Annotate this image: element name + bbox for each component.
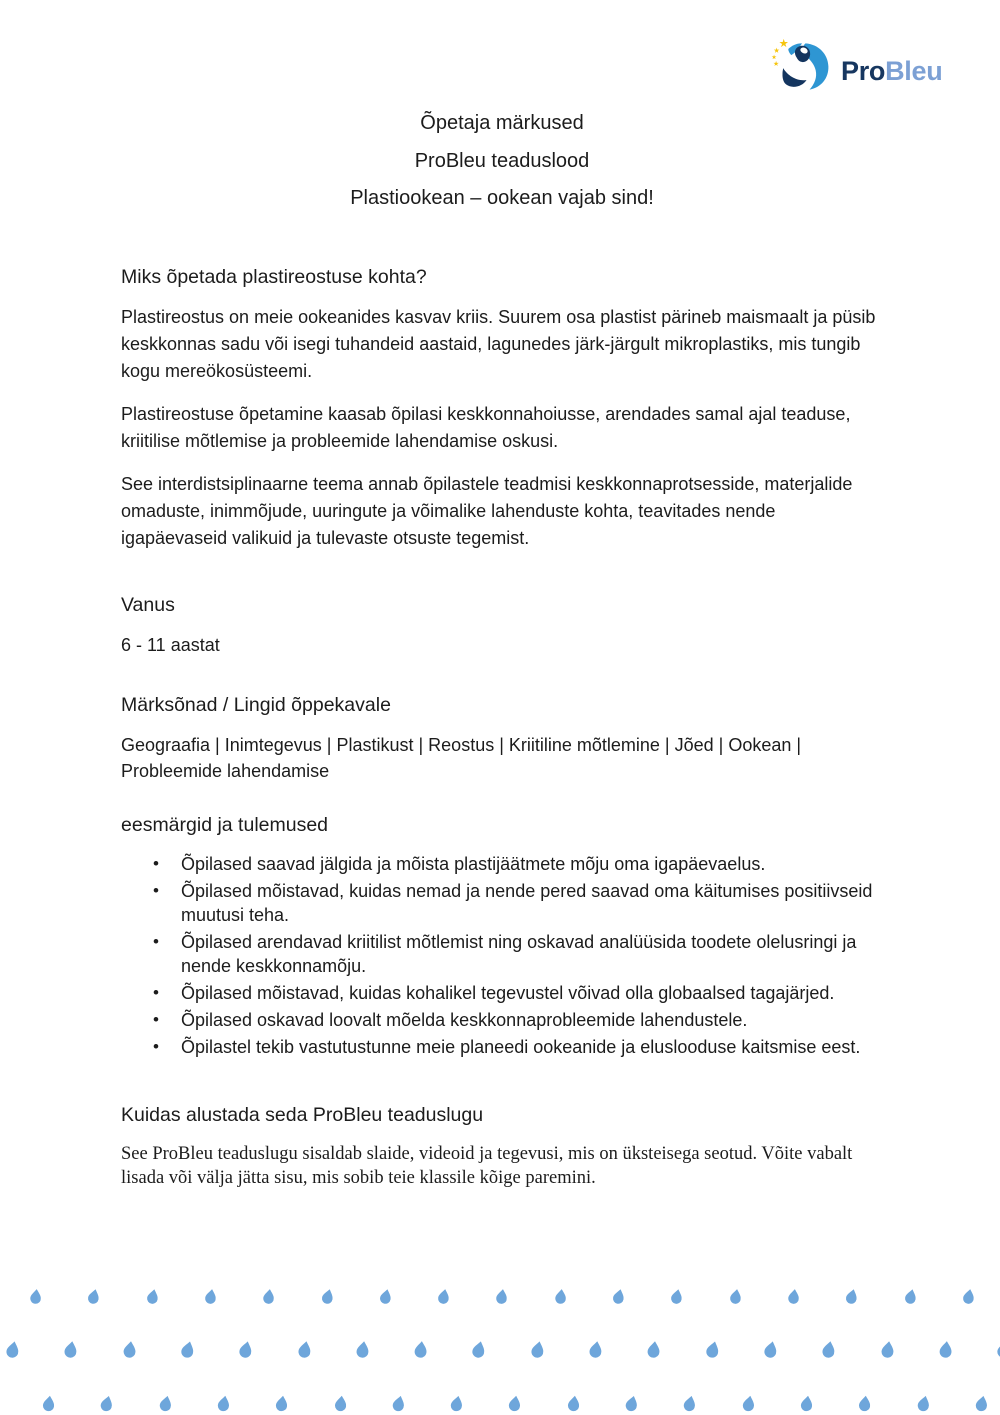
water-droplet-icon (670, 1288, 683, 1305)
age-value: 6 - 11 aastat (121, 635, 220, 655)
water-droplet-icon (729, 1288, 742, 1304)
why-paragraph-3: See interdistsiplinaarne teema annab õpilastele teadmisi keskkonnaprotsesside, materjalide omaduste, inimmõjude, uuringute ja võimalike lahenduste kohta, teavitades nende igapäevaseid valikuid ja tulevaste otsuste tegemist. (121, 474, 853, 548)
water-droplet-icon (800, 1395, 813, 1412)
why-paragraph-1: Plastireostus on meie ookeanides kasvav kriis. Suurem osa plastist pärineb maismaalt ja püsib keskkonnas sadu või isegi tuhandeid aastaid, lagunedes järk-järgult mikroplastiks, mis tungib kogu mereökosüsteemi. (121, 307, 876, 381)
water-droplet-icon (391, 1395, 405, 1413)
goal-item: • Õpilastel tekib vastutustunne meie planeedi ookeanide ja eluslooduse kaitsmise eest. (151, 1035, 883, 1059)
document-content (121, 113, 883, 1190)
goal-item: • Õpilased oskavad loovalt mõelda keskkonnaprobleemide lahendustele. (151, 1008, 883, 1032)
water-droplet-icon (787, 1289, 799, 1305)
water-droplet-icon (471, 1340, 486, 1359)
doc-title-line-3: Plastiookean – ookean vajab sind! (350, 187, 654, 209)
water-droplet-icon (217, 1395, 231, 1412)
why-paragraph-2: Plastireostuse õpetamine kaasab õpilasi keskkonnahoiusse, arendades samal ajal teaduse, kriitilise mõtlemise ja probleemide lahendamise oskusi. (121, 404, 851, 451)
goal-item: • Õpilased arendavad kriitilist mõtlemist ning oskavad analüüsida toodete olelusringi ja nende keskkonnamõju. (151, 930, 883, 978)
why-section-heading: Miks õpetada plastireostuse kohta? (121, 266, 427, 288)
goal-item: • Õpilased mõistavad, kuidas nemad ja nende pered saavad oma käitumises positiivseid muutusi teha. (151, 879, 883, 927)
water-droplet-icon (683, 1395, 697, 1413)
water-droplet-icon (704, 1340, 720, 1359)
water-droplet-icon (64, 1340, 78, 1358)
water-droplet-icon (122, 1341, 136, 1359)
water-droplet-icon (741, 1395, 755, 1412)
water-droplet-icon (903, 1288, 916, 1305)
water-droplet-icon (145, 1288, 158, 1305)
water-droplet-icon (87, 1288, 101, 1305)
keywords-section-heading: Märksõnad / Lingid õppekavale (121, 694, 391, 716)
water-droplet-icon (204, 1288, 217, 1304)
water-droplet-icon (588, 1340, 602, 1358)
water-droplet-icon (763, 1340, 778, 1359)
water-droplet-icon (414, 1341, 427, 1359)
age-section-heading: Vanus (121, 594, 175, 616)
water-droplet-icon (496, 1288, 509, 1304)
goals-section-heading: eesmärgid ja tulemused (121, 814, 329, 836)
water-droplet-icon (180, 1340, 196, 1359)
water-droplet-icon (437, 1288, 450, 1304)
water-droplet-icon (916, 1395, 930, 1413)
water-droplet-icon (508, 1395, 521, 1412)
water-droplet-icon (996, 1340, 1000, 1359)
probleu-logo-icon (770, 36, 836, 101)
water-droplet-icon (238, 1340, 253, 1359)
water-droplet-icon (275, 1395, 288, 1412)
wordmark-bleu: Bleu (885, 56, 943, 86)
water-droplet-icon (334, 1395, 347, 1412)
probleu-logo (770, 36, 942, 101)
water-droplet-icon (100, 1395, 115, 1413)
water-droplet-icon (567, 1395, 580, 1412)
water-droplet-icon (263, 1289, 275, 1305)
water-droplet-icon (530, 1340, 545, 1359)
doc-title-line-1: Õpetaja märkused (420, 112, 584, 134)
water-droplet-icon (624, 1395, 639, 1413)
wave-swirl-icon (783, 43, 829, 89)
water-droplet-icon (647, 1341, 661, 1359)
start-section-heading: Kuidas alustada seda ProBleu teaduslugu (121, 1104, 484, 1126)
wordmark-pro: Pro (841, 56, 886, 86)
water-droplet-icon (554, 1289, 566, 1305)
water-droplet-icon (158, 1395, 172, 1413)
star-icon (772, 39, 788, 66)
probleu-wordmark (841, 56, 942, 87)
water-droplet-icon (450, 1395, 464, 1412)
water-droplet-icon (880, 1341, 894, 1359)
water-droplet-icon (379, 1288, 392, 1305)
water-droplet-icon (845, 1288, 859, 1305)
goals-list (151, 852, 883, 1059)
water-droplet-icon (962, 1288, 975, 1304)
start-paragraph: See ProBleu teaduslugu sisaldab slaide, videoid ja tegevusi, mis on üksteisega seotud. Võite vabalt lisada või välja jätta sisu, mis sobib teie klassile kõige paremini. (121, 1144, 853, 1188)
doc-title-line-2: ProBleu teaduslood (414, 149, 590, 172)
water-droplet-icon (858, 1395, 871, 1412)
goal-item: • Õpilased mõistavad, kuidas kohalikel tegevustel võivad olla globaalsed tagajärjed. (151, 981, 883, 1005)
water-droplet-icon (297, 1340, 312, 1358)
water-droplet-icon (42, 1395, 55, 1412)
goal-item: • Õpilased saavad jälgida ja mõista plastijäätmete mõju oma igapäevaelus. (151, 852, 883, 876)
water-droplet-icon (355, 1341, 369, 1359)
water-droplet-icon (29, 1289, 41, 1305)
water-droplet-icon (320, 1288, 334, 1305)
keywords-line: Geograafia | Inimtegevus | Plastikust | Reostus | Kriitiline mõtlemine | Jõed | Ookean | Probleemide lahendamise (121, 735, 802, 781)
water-droplet-icon (5, 1340, 20, 1359)
water-droplet-icon (821, 1340, 836, 1358)
water-droplet-icon (974, 1395, 988, 1412)
water-droplet-icon (939, 1341, 952, 1359)
water-droplet-icon (612, 1288, 626, 1305)
